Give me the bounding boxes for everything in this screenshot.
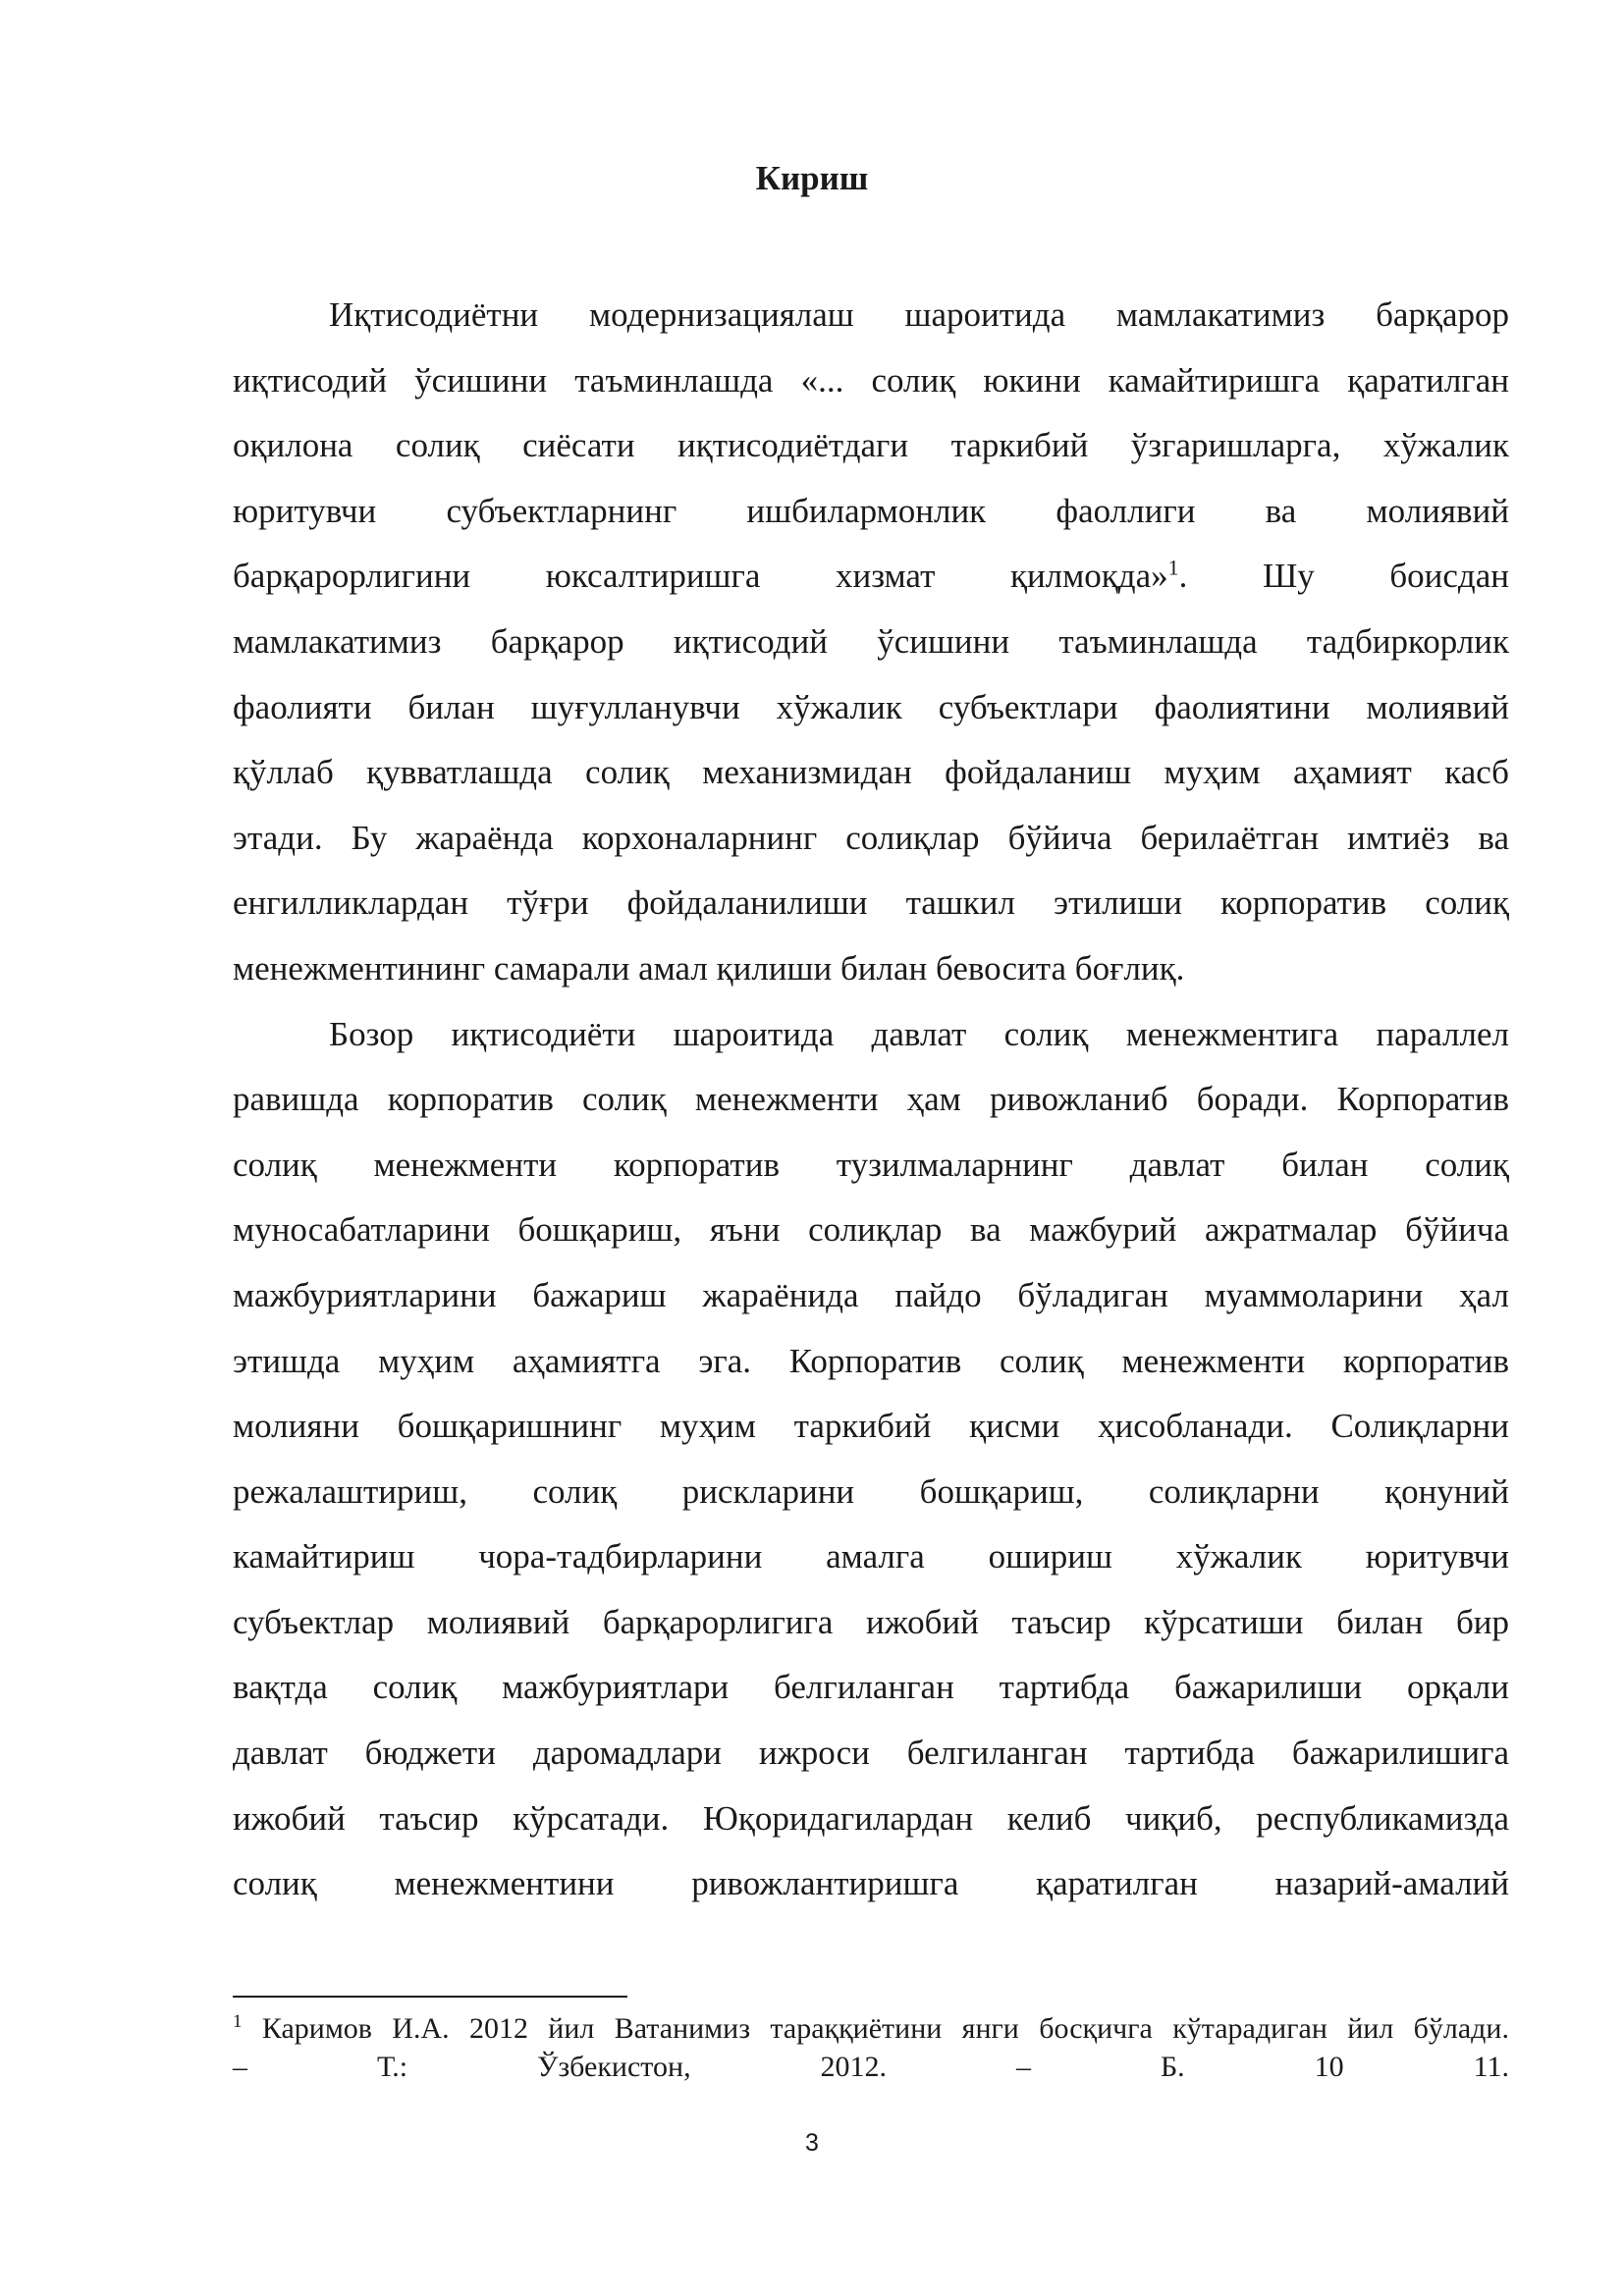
footnote-line: – Т.: Ўзбекистон, 2012. – Б. 10 11.	[233, 2051, 1509, 2083]
footnote-separator	[233, 1996, 627, 1998]
paragraph-line: оқилона солиқ сиёсати иқтисодиётдаги таркибий ўзгаришларга, хўжалик	[233, 426, 1509, 465]
paragraph-line: режалаштириш, солиқ рискларини бошқариш, солиқларни қонуний	[233, 1471, 1509, 1511]
line-text: барқарорлигини юксалтиришга хизмат қилмоқда»	[233, 557, 1168, 596]
paragraph-line: мажбуриятларини бажариш жараёнида пайдо бўладиган муаммоларини ҳал	[233, 1275, 1509, 1314]
page-title: Кириш	[755, 159, 869, 197]
paragraph-line: енгилликлардан тўғри фойдаланилиши ташкил этилиши корпоратив солиқ	[233, 883, 1509, 923]
paragraph-line: солиқ менежментини ривожлантиришга қаратилган назарий-амалий	[233, 1864, 1509, 1903]
paragraph-line: давлат бюджети даромадлари ижроси белгиланган тартибда бажарилишига	[233, 1734, 1509, 1773]
paragraph-line: менежментининг самарали амал қилиши билан бевосита боғлиқ.	[233, 948, 1185, 988]
footnote	[233, 2009, 1509, 2086]
paragraph-line: этишда муҳим аҳамиятга эга. Корпоратив солиқ менежменти корпоратив	[233, 1341, 1509, 1380]
line-text: . Шу боисдан	[1178, 557, 1509, 596]
paragraph-line	[233, 544, 1509, 610]
paragraph-line: молияни бошқаришнинг муҳим таркибий қисми ҳисобланади. Солиқларни	[233, 1407, 1509, 1446]
paragraph-line: иқтисодий ўсишини таъминлашда «... солиқ юкини камайтиришга қаратилган	[233, 360, 1509, 400]
paragraph-line: юритувчи субъектларнинг ишбилармонлик фаоллиги ва молиявий	[233, 491, 1509, 530]
paragraph-1	[233, 283, 1509, 1002]
footnote-marker: 1	[233, 2011, 243, 2032]
paragraph-line: камайтириш чора-тадбирларини амалга ошириш хўжалик юритувчи	[233, 1537, 1509, 1576]
body-text	[233, 283, 1509, 1917]
paragraph-line: мамлакатимиз барқарор иқтисодий ўсишини таъминлашда тадбиркорлик	[233, 621, 1509, 661]
paragraph-line: этади. Бу жараёнда корхоналарнинг солиқлар бўйича берилаётган имтиёз ва	[233, 818, 1509, 857]
paragraph-line: муносабатларини бошқариш, яъни солиқлар ва мажбурий ажратмалар бўйича	[233, 1210, 1509, 1250]
paragraph-line: вақтда солиқ мажбуриятлари белгиланган тартибда бажарилиши орқали	[233, 1668, 1509, 1707]
paragraph-line: субъектлар молиявий барқарорлигига ижобий таъсир кўрсатиши билан бир	[233, 1602, 1509, 1641]
paragraph-line: Бозор иқтисодиёти шароитида давлат солиқ менежментига параллел	[329, 1014, 1509, 1053]
footnote-text: Каримов И.А. 2012 йил Ватанимиз тараққиётини янги босқичга кўтарадиган йил бўлади.	[242, 2012, 1509, 2045]
paragraph-line: ижобий таъсир кўрсатади. Юқоридагилардан келиб чиқиб, республикамизда	[233, 1798, 1509, 1838]
footnote-reference: 1	[1167, 555, 1179, 580]
paragraph-line: равишда корпоратив солиқ менежменти ҳам ривожланиб боради. Корпоратив	[233, 1080, 1509, 1119]
page-number: 3	[805, 2129, 819, 2157]
paragraph-line: қўллаб қувватлашда солиқ механизмидан фойдаланиш муҳим аҳамият касб	[233, 753, 1509, 792]
paragraph-line: фаолияти билан шуғулланувчи хўжалик субъектлари фаолиятини молиявий	[233, 687, 1509, 726]
paragraph-line: Иқтисодиётни модернизациялаш шароитида мамлакатимиз барқарор	[329, 295, 1509, 334]
paragraph-2	[233, 1002, 1509, 1917]
paragraph-line: солиқ менежменти корпоратив тузилмаларнинг давлат билан солиқ	[233, 1145, 1509, 1184]
footnote-line	[233, 2009, 1509, 2048]
